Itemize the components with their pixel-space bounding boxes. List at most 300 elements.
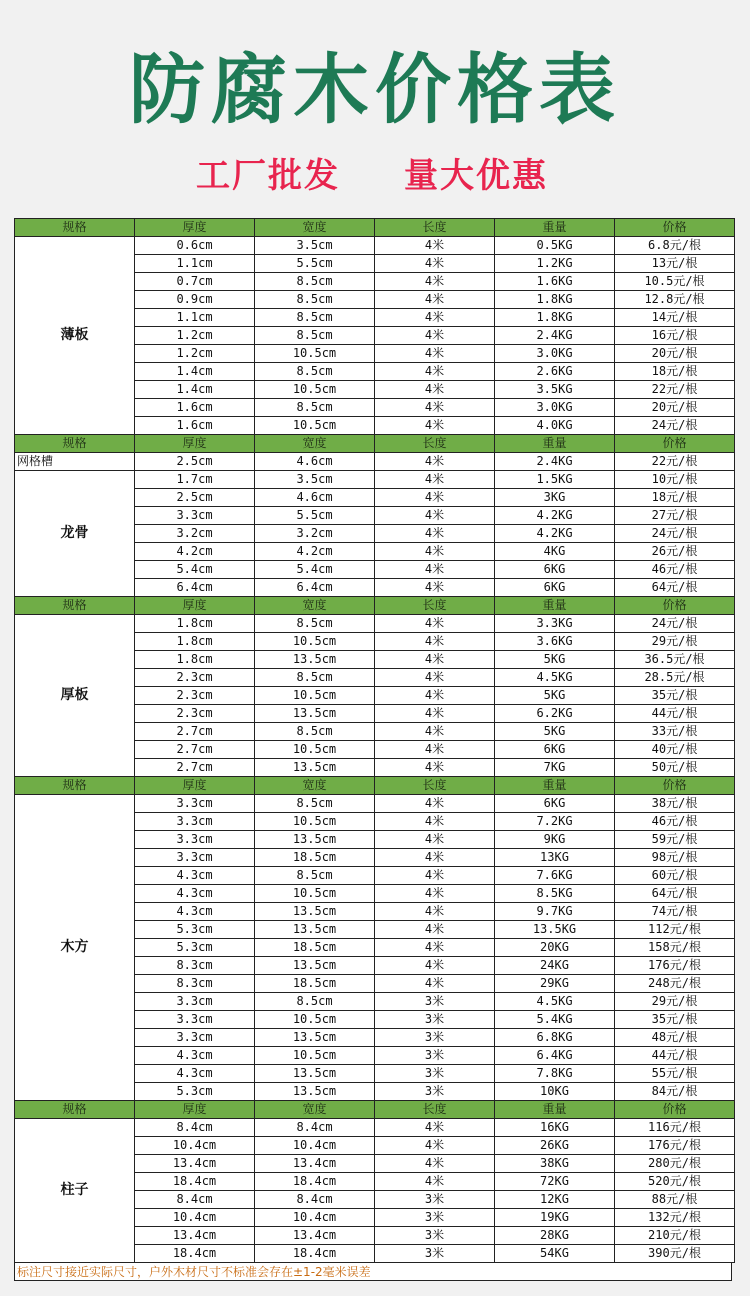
thickness-cell: 1.6cm bbox=[135, 399, 255, 417]
width-cell: 18.4cm bbox=[255, 1173, 375, 1191]
length-cell: 4米 bbox=[375, 723, 495, 741]
length-cell: 4米 bbox=[375, 309, 495, 327]
weight-cell: 8.5KG bbox=[495, 885, 615, 903]
width-cell: 8.5cm bbox=[255, 363, 375, 381]
weight-cell: 7KG bbox=[495, 759, 615, 777]
price-cell: 28.5元/根 bbox=[615, 669, 735, 687]
weight-cell: 9.7KG bbox=[495, 903, 615, 921]
length-cell: 3米 bbox=[375, 1065, 495, 1083]
weight-cell: 6KG bbox=[495, 741, 615, 759]
width-cell: 18.5cm bbox=[255, 939, 375, 957]
length-cell: 4米 bbox=[375, 957, 495, 975]
thickness-cell: 3.3cm bbox=[135, 831, 255, 849]
price-cell: 59元/根 bbox=[615, 831, 735, 849]
header-weight: 重量 bbox=[495, 777, 615, 795]
price-cell: 248元/根 bbox=[615, 975, 735, 993]
width-cell: 13.5cm bbox=[255, 705, 375, 723]
weight-cell: 4.0KG bbox=[495, 417, 615, 435]
thickness-cell: 0.9cm bbox=[135, 291, 255, 309]
width-cell: 4.6cm bbox=[255, 453, 375, 471]
width-cell: 3.5cm bbox=[255, 237, 375, 255]
header-length: 长度 bbox=[375, 219, 495, 237]
table-header-row bbox=[15, 219, 735, 237]
price-cell: 26元/根 bbox=[615, 543, 735, 561]
length-cell: 4米 bbox=[375, 669, 495, 687]
header-weight: 重量 bbox=[495, 435, 615, 453]
length-cell: 4米 bbox=[375, 255, 495, 273]
price-cell: 29元/根 bbox=[615, 633, 735, 651]
price-cell: 98元/根 bbox=[615, 849, 735, 867]
thickness-cell: 1.1cm bbox=[135, 255, 255, 273]
weight-cell: 2.4KG bbox=[495, 327, 615, 345]
length-cell: 4米 bbox=[375, 345, 495, 363]
thickness-cell: 4.3cm bbox=[135, 867, 255, 885]
length-cell: 4米 bbox=[375, 507, 495, 525]
width-cell: 8.5cm bbox=[255, 399, 375, 417]
length-cell: 4米 bbox=[375, 615, 495, 633]
header-thickness: 厚度 bbox=[135, 435, 255, 453]
table-row bbox=[15, 1119, 735, 1137]
header-weight: 重量 bbox=[495, 597, 615, 615]
length-cell: 3米 bbox=[375, 1029, 495, 1047]
weight-cell: 1.8KG bbox=[495, 309, 615, 327]
price-cell: 27元/根 bbox=[615, 507, 735, 525]
weight-cell: 54KG bbox=[495, 1245, 615, 1263]
width-cell: 13.5cm bbox=[255, 759, 375, 777]
length-cell: 4米 bbox=[375, 885, 495, 903]
weight-cell: 2.6KG bbox=[495, 363, 615, 381]
weight-cell: 1.6KG bbox=[495, 273, 615, 291]
header-price: 价格 bbox=[615, 777, 735, 795]
length-cell: 3米 bbox=[375, 993, 495, 1011]
price-cell: 44元/根 bbox=[615, 705, 735, 723]
width-cell: 10.5cm bbox=[255, 1011, 375, 1029]
price-cell: 280元/根 bbox=[615, 1155, 735, 1173]
width-cell: 6.4cm bbox=[255, 579, 375, 597]
thickness-cell: 2.3cm bbox=[135, 705, 255, 723]
width-cell: 3.5cm bbox=[255, 471, 375, 489]
price-cell: 50元/根 bbox=[615, 759, 735, 777]
table-row bbox=[15, 237, 735, 255]
width-cell: 13.4cm bbox=[255, 1227, 375, 1245]
thickness-cell: 1.8cm bbox=[135, 651, 255, 669]
price-cell: 35元/根 bbox=[615, 1011, 735, 1029]
header-width: 宽度 bbox=[255, 777, 375, 795]
header-spec: 规格 bbox=[15, 777, 135, 795]
width-cell: 13.5cm bbox=[255, 903, 375, 921]
thickness-cell: 3.3cm bbox=[135, 1011, 255, 1029]
length-cell: 4米 bbox=[375, 795, 495, 813]
table-header-row bbox=[15, 1101, 735, 1119]
weight-cell: 12KG bbox=[495, 1191, 615, 1209]
weight-cell: 1.2KG bbox=[495, 255, 615, 273]
weight-cell: 4.2KG bbox=[495, 525, 615, 543]
price-cell: 132元/根 bbox=[615, 1209, 735, 1227]
price-cell: 12.8元/根 bbox=[615, 291, 735, 309]
thickness-cell: 13.4cm bbox=[135, 1155, 255, 1173]
width-cell: 8.5cm bbox=[255, 291, 375, 309]
price-cell: 35元/根 bbox=[615, 687, 735, 705]
price-cell: 88元/根 bbox=[615, 1191, 735, 1209]
price-cell: 84元/根 bbox=[615, 1083, 735, 1101]
weight-cell: 3KG bbox=[495, 489, 615, 507]
length-cell: 4米 bbox=[375, 579, 495, 597]
thickness-cell: 5.3cm bbox=[135, 921, 255, 939]
price-cell: 24元/根 bbox=[615, 615, 735, 633]
table-row bbox=[15, 471, 735, 489]
width-cell: 13.5cm bbox=[255, 831, 375, 849]
thickness-cell: 2.3cm bbox=[135, 687, 255, 705]
thickness-cell: 8.4cm bbox=[135, 1119, 255, 1137]
width-cell: 10.5cm bbox=[255, 885, 375, 903]
header-spec: 规格 bbox=[15, 1101, 135, 1119]
width-cell: 18.5cm bbox=[255, 849, 375, 867]
price-cell: 6.8元/根 bbox=[615, 237, 735, 255]
header-length: 长度 bbox=[375, 435, 495, 453]
width-cell: 10.5cm bbox=[255, 381, 375, 399]
width-cell: 8.5cm bbox=[255, 615, 375, 633]
weight-cell: 4.5KG bbox=[495, 669, 615, 687]
width-cell: 10.5cm bbox=[255, 1047, 375, 1065]
table-row bbox=[15, 615, 735, 633]
header-length: 长度 bbox=[375, 597, 495, 615]
price-cell: 112元/根 bbox=[615, 921, 735, 939]
thickness-cell: 2.7cm bbox=[135, 723, 255, 741]
weight-cell: 5KG bbox=[495, 723, 615, 741]
header-thickness: 厚度 bbox=[135, 777, 255, 795]
category-cell: 柱子 bbox=[15, 1119, 135, 1263]
price-cell: 38元/根 bbox=[615, 795, 735, 813]
weight-cell: 10KG bbox=[495, 1083, 615, 1101]
length-cell: 3米 bbox=[375, 1191, 495, 1209]
length-cell: 4米 bbox=[375, 453, 495, 471]
price-cell: 29元/根 bbox=[615, 993, 735, 1011]
thickness-cell: 3.2cm bbox=[135, 525, 255, 543]
length-cell: 4米 bbox=[375, 471, 495, 489]
thickness-cell: 3.3cm bbox=[135, 507, 255, 525]
length-cell: 4米 bbox=[375, 417, 495, 435]
width-cell: 10.5cm bbox=[255, 741, 375, 759]
weight-cell: 6KG bbox=[495, 579, 615, 597]
thickness-cell: 4.3cm bbox=[135, 1047, 255, 1065]
weight-cell: 3.0KG bbox=[495, 399, 615, 417]
header-spec: 规格 bbox=[15, 597, 135, 615]
width-cell: 8.5cm bbox=[255, 273, 375, 291]
thickness-cell: 0.7cm bbox=[135, 273, 255, 291]
width-cell: 10.5cm bbox=[255, 813, 375, 831]
price-cell: 64元/根 bbox=[615, 885, 735, 903]
header-thickness: 厚度 bbox=[135, 597, 255, 615]
price-cell: 22元/根 bbox=[615, 381, 735, 399]
category-cell: 龙骨 bbox=[15, 471, 135, 597]
price-cell: 10元/根 bbox=[615, 471, 735, 489]
category-cell: 厚板 bbox=[15, 615, 135, 777]
price-cell: 390元/根 bbox=[615, 1245, 735, 1263]
width-cell: 10.5cm bbox=[255, 633, 375, 651]
length-cell: 3米 bbox=[375, 1245, 495, 1263]
thickness-cell: 10.4cm bbox=[135, 1209, 255, 1227]
thickness-cell: 10.4cm bbox=[135, 1137, 255, 1155]
length-cell: 4米 bbox=[375, 1119, 495, 1137]
weight-cell: 13.5KG bbox=[495, 921, 615, 939]
length-cell: 4米 bbox=[375, 1155, 495, 1173]
weight-cell: 3.3KG bbox=[495, 615, 615, 633]
length-cell: 4米 bbox=[375, 903, 495, 921]
length-cell: 4米 bbox=[375, 651, 495, 669]
page-title: 防腐木价格表 bbox=[129, 45, 621, 134]
width-cell: 10.5cm bbox=[255, 417, 375, 435]
weight-cell: 6KG bbox=[495, 561, 615, 579]
weight-cell: 0.5KG bbox=[495, 237, 615, 255]
price-cell: 18元/根 bbox=[615, 489, 735, 507]
length-cell: 3米 bbox=[375, 1209, 495, 1227]
thickness-cell: 1.2cm bbox=[135, 327, 255, 345]
width-cell: 5.5cm bbox=[255, 507, 375, 525]
thickness-cell: 2.7cm bbox=[135, 741, 255, 759]
price-cell: 48元/根 bbox=[615, 1029, 735, 1047]
price-cell: 55元/根 bbox=[615, 1065, 735, 1083]
price-cell: 74元/根 bbox=[615, 903, 735, 921]
length-cell: 4米 bbox=[375, 327, 495, 345]
thickness-cell: 5.4cm bbox=[135, 561, 255, 579]
weight-cell: 38KG bbox=[495, 1155, 615, 1173]
price-cell: 13元/根 bbox=[615, 255, 735, 273]
header-thickness: 厚度 bbox=[135, 219, 255, 237]
category-cell: 薄板 bbox=[15, 237, 135, 435]
header-width: 宽度 bbox=[255, 597, 375, 615]
thickness-cell: 2.3cm bbox=[135, 669, 255, 687]
header-price: 价格 bbox=[615, 597, 735, 615]
weight-cell: 29KG bbox=[495, 975, 615, 993]
header-width: 宽度 bbox=[255, 435, 375, 453]
thickness-cell: 4.3cm bbox=[135, 903, 255, 921]
thickness-cell: 4.3cm bbox=[135, 1065, 255, 1083]
thickness-cell: 2.5cm bbox=[135, 453, 255, 471]
header-weight: 重量 bbox=[495, 1101, 615, 1119]
thickness-cell: 3.3cm bbox=[135, 1029, 255, 1047]
category-cell: 网格槽 bbox=[15, 453, 135, 471]
weight-cell: 4.2KG bbox=[495, 507, 615, 525]
width-cell: 18.4cm bbox=[255, 1245, 375, 1263]
weight-cell: 9KG bbox=[495, 831, 615, 849]
weight-cell: 5.4KG bbox=[495, 1011, 615, 1029]
price-cell: 20元/根 bbox=[615, 345, 735, 363]
price-cell: 158元/根 bbox=[615, 939, 735, 957]
width-cell: 13.4cm bbox=[255, 1155, 375, 1173]
width-cell: 8.4cm bbox=[255, 1119, 375, 1137]
weight-cell: 1.8KG bbox=[495, 291, 615, 309]
weight-cell: 6.4KG bbox=[495, 1047, 615, 1065]
weight-cell: 16KG bbox=[495, 1119, 615, 1137]
thickness-cell: 3.3cm bbox=[135, 795, 255, 813]
thickness-cell: 13.4cm bbox=[135, 1227, 255, 1245]
weight-cell: 13KG bbox=[495, 849, 615, 867]
width-cell: 8.5cm bbox=[255, 669, 375, 687]
width-cell: 13.5cm bbox=[255, 921, 375, 939]
price-cell: 176元/根 bbox=[615, 1137, 735, 1155]
length-cell: 4米 bbox=[375, 1137, 495, 1155]
price-table bbox=[14, 218, 735, 1263]
width-cell: 8.5cm bbox=[255, 795, 375, 813]
weight-cell: 6.2KG bbox=[495, 705, 615, 723]
price-cell: 46元/根 bbox=[615, 561, 735, 579]
table-header-row bbox=[15, 435, 735, 453]
width-cell: 8.5cm bbox=[255, 309, 375, 327]
length-cell: 4米 bbox=[375, 273, 495, 291]
thickness-cell: 8.3cm bbox=[135, 957, 255, 975]
length-cell: 4米 bbox=[375, 687, 495, 705]
weight-cell: 6KG bbox=[495, 795, 615, 813]
thickness-cell: 6.4cm bbox=[135, 579, 255, 597]
length-cell: 3米 bbox=[375, 1227, 495, 1245]
header-width: 宽度 bbox=[255, 219, 375, 237]
thickness-cell: 1.8cm bbox=[135, 615, 255, 633]
header-price: 价格 bbox=[615, 435, 735, 453]
width-cell: 13.5cm bbox=[255, 651, 375, 669]
length-cell: 4米 bbox=[375, 1173, 495, 1191]
weight-cell: 7.2KG bbox=[495, 813, 615, 831]
width-cell: 10.4cm bbox=[255, 1209, 375, 1227]
price-cell: 16元/根 bbox=[615, 327, 735, 345]
price-cell: 44元/根 bbox=[615, 1047, 735, 1065]
weight-cell: 3.0KG bbox=[495, 345, 615, 363]
thickness-cell: 1.1cm bbox=[135, 309, 255, 327]
width-cell: 5.5cm bbox=[255, 255, 375, 273]
price-cell: 20元/根 bbox=[615, 399, 735, 417]
price-table-body bbox=[15, 219, 735, 1263]
length-cell: 4米 bbox=[375, 561, 495, 579]
thickness-cell: 4.2cm bbox=[135, 543, 255, 561]
thickness-cell: 1.7cm bbox=[135, 471, 255, 489]
header-weight: 重量 bbox=[495, 219, 615, 237]
length-cell: 4米 bbox=[375, 633, 495, 651]
width-cell: 8.5cm bbox=[255, 867, 375, 885]
thickness-cell: 18.4cm bbox=[135, 1245, 255, 1263]
thickness-cell: 1.4cm bbox=[135, 381, 255, 399]
weight-cell: 19KG bbox=[495, 1209, 615, 1227]
length-cell: 4米 bbox=[375, 813, 495, 831]
length-cell: 3米 bbox=[375, 1011, 495, 1029]
length-cell: 3米 bbox=[375, 1083, 495, 1101]
length-cell: 4米 bbox=[375, 939, 495, 957]
thickness-cell: 8.3cm bbox=[135, 975, 255, 993]
width-cell: 13.5cm bbox=[255, 1083, 375, 1101]
weight-cell: 7.6KG bbox=[495, 867, 615, 885]
price-cell: 24元/根 bbox=[615, 417, 735, 435]
thickness-cell: 1.6cm bbox=[135, 417, 255, 435]
length-cell: 4米 bbox=[375, 291, 495, 309]
price-cell: 18元/根 bbox=[615, 363, 735, 381]
weight-cell: 6.8KG bbox=[495, 1029, 615, 1047]
length-cell: 4米 bbox=[375, 849, 495, 867]
price-cell: 14元/根 bbox=[615, 309, 735, 327]
width-cell: 8.5cm bbox=[255, 327, 375, 345]
width-cell: 18.5cm bbox=[255, 975, 375, 993]
weight-cell: 24KG bbox=[495, 957, 615, 975]
thickness-cell: 18.4cm bbox=[135, 1173, 255, 1191]
thickness-cell: 1.4cm bbox=[135, 363, 255, 381]
price-cell: 520元/根 bbox=[615, 1173, 735, 1191]
weight-cell: 4KG bbox=[495, 543, 615, 561]
header-price: 价格 bbox=[615, 1101, 735, 1119]
thickness-cell: 3.3cm bbox=[135, 849, 255, 867]
price-cell: 33元/根 bbox=[615, 723, 735, 741]
thickness-cell: 4.3cm bbox=[135, 885, 255, 903]
width-cell: 5.4cm bbox=[255, 561, 375, 579]
header-spec: 规格 bbox=[15, 219, 135, 237]
header-length: 长度 bbox=[375, 777, 495, 795]
thickness-cell: 1.8cm bbox=[135, 633, 255, 651]
width-cell: 10.5cm bbox=[255, 345, 375, 363]
weight-cell: 3.5KG bbox=[495, 381, 615, 399]
table-row bbox=[15, 795, 735, 813]
thickness-cell: 2.5cm bbox=[135, 489, 255, 507]
price-cell: 24元/根 bbox=[615, 525, 735, 543]
weight-cell: 1.5KG bbox=[495, 471, 615, 489]
price-cell: 64元/根 bbox=[615, 579, 735, 597]
thickness-cell: 8.4cm bbox=[135, 1191, 255, 1209]
subtitle-wholesale: 工厂批发 bbox=[196, 156, 340, 196]
weight-cell: 20KG bbox=[495, 939, 615, 957]
length-cell: 4米 bbox=[375, 237, 495, 255]
price-table-container bbox=[14, 218, 734, 1263]
width-cell: 13.5cm bbox=[255, 1065, 375, 1083]
header-length: 长度 bbox=[375, 1101, 495, 1119]
width-cell: 4.2cm bbox=[255, 543, 375, 561]
weight-cell: 4.5KG bbox=[495, 993, 615, 1011]
weight-cell: 28KG bbox=[495, 1227, 615, 1245]
width-cell: 8.5cm bbox=[255, 723, 375, 741]
weight-cell: 5KG bbox=[495, 651, 615, 669]
length-cell: 4米 bbox=[375, 525, 495, 543]
width-cell: 13.5cm bbox=[255, 1029, 375, 1047]
length-cell: 4米 bbox=[375, 399, 495, 417]
length-cell: 4米 bbox=[375, 975, 495, 993]
length-cell: 4米 bbox=[375, 759, 495, 777]
width-cell: 8.5cm bbox=[255, 993, 375, 1011]
width-cell: 3.2cm bbox=[255, 525, 375, 543]
price-cell: 40元/根 bbox=[615, 741, 735, 759]
price-cell: 46元/根 bbox=[615, 813, 735, 831]
thickness-cell: 5.3cm bbox=[135, 1083, 255, 1101]
category-cell: 木方 bbox=[15, 795, 135, 1101]
thickness-cell: 2.7cm bbox=[135, 759, 255, 777]
width-cell: 10.4cm bbox=[255, 1137, 375, 1155]
header-thickness: 厚度 bbox=[135, 1101, 255, 1119]
weight-cell: 3.6KG bbox=[495, 633, 615, 651]
header-spec: 规格 bbox=[15, 435, 135, 453]
weight-cell: 5KG bbox=[495, 687, 615, 705]
weight-cell: 26KG bbox=[495, 1137, 615, 1155]
weight-cell: 7.8KG bbox=[495, 1065, 615, 1083]
width-cell: 8.4cm bbox=[255, 1191, 375, 1209]
price-cell: 210元/根 bbox=[615, 1227, 735, 1245]
width-cell: 13.5cm bbox=[255, 957, 375, 975]
weight-cell: 2.4KG bbox=[495, 453, 615, 471]
price-cell: 176元/根 bbox=[615, 957, 735, 975]
price-cell: 60元/根 bbox=[615, 867, 735, 885]
price-cell: 22元/根 bbox=[615, 453, 735, 471]
thickness-cell: 0.6cm bbox=[135, 237, 255, 255]
length-cell: 4米 bbox=[375, 543, 495, 561]
subtitle-discount: 量大优惠 bbox=[404, 156, 548, 196]
weight-cell: 72KG bbox=[495, 1173, 615, 1191]
size-note: 标注尺寸接近实际尺寸，户外木材尺寸不标准会存在±1-2毫米误差 bbox=[14, 1263, 732, 1281]
length-cell: 3米 bbox=[375, 1047, 495, 1065]
width-cell: 4.6cm bbox=[255, 489, 375, 507]
length-cell: 4米 bbox=[375, 831, 495, 849]
price-cell: 10.5元/根 bbox=[615, 273, 735, 291]
